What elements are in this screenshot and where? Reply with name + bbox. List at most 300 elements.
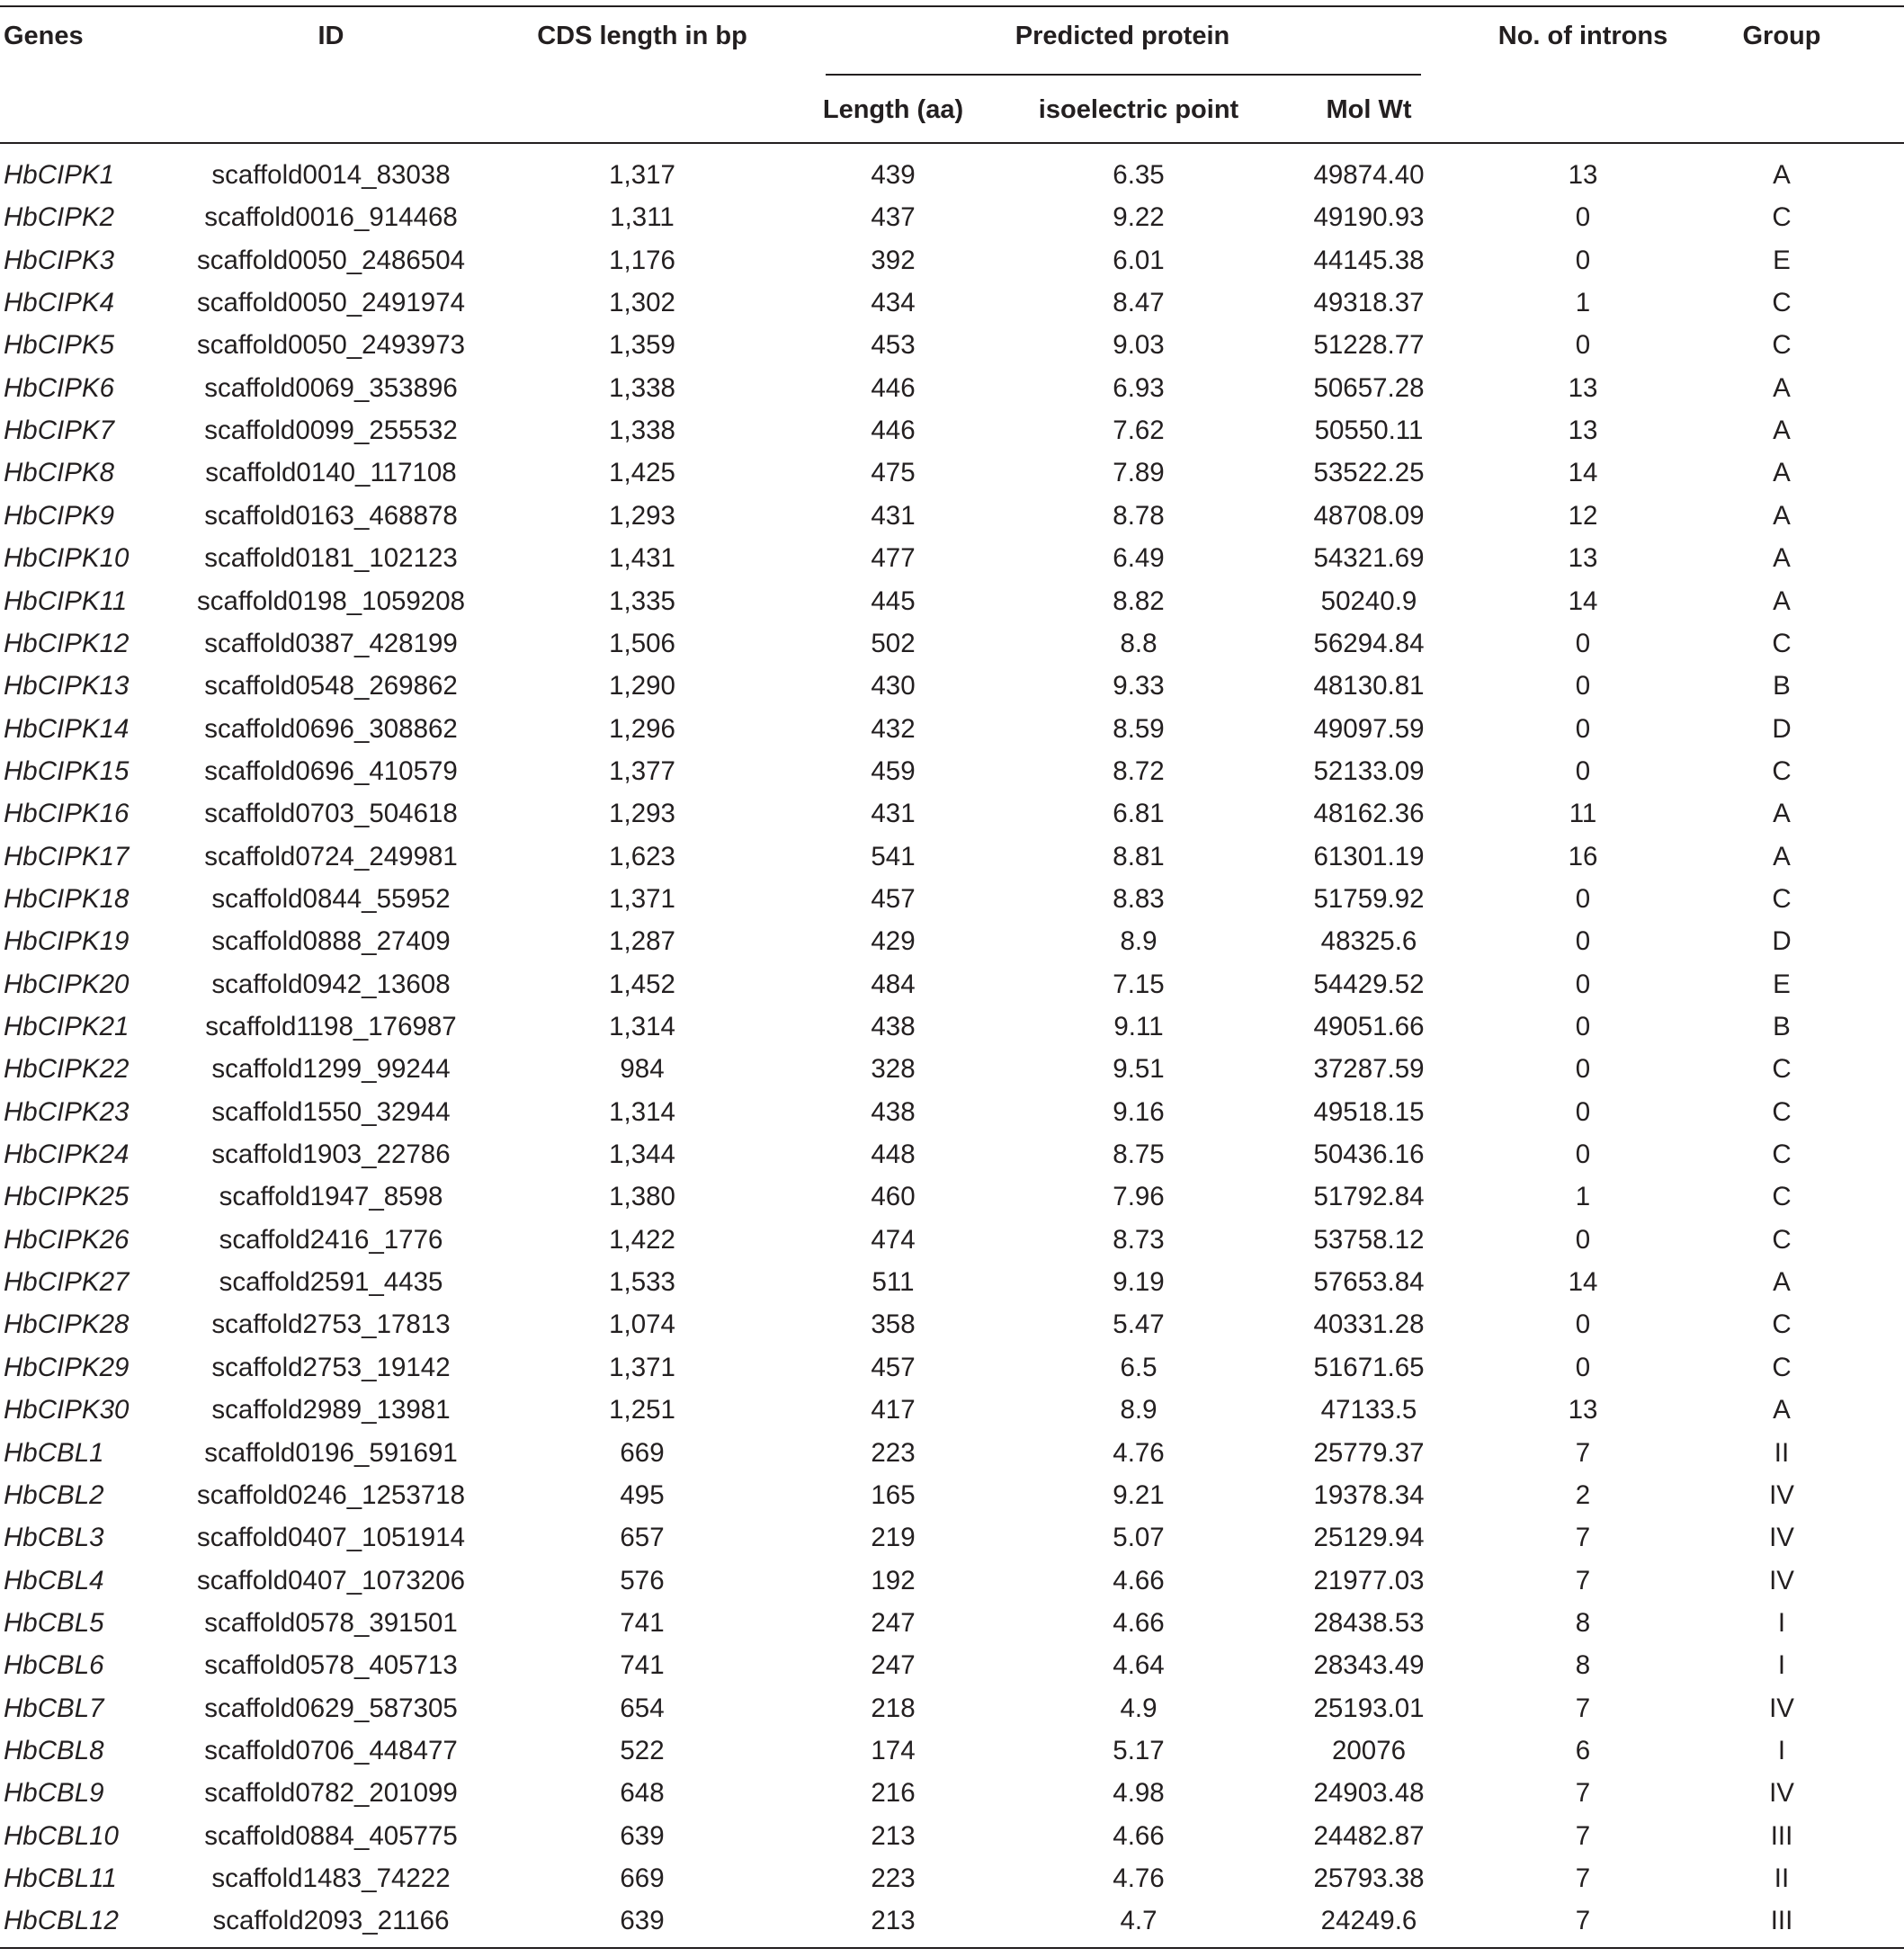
top-rule (0, 5, 1904, 7)
id-cell: scaffold1550_32944 (211, 1096, 451, 1127)
id-cell: scaffold0703_504618 (204, 799, 458, 829)
isoelectric-point-cell: 8.83 (1113, 883, 1165, 914)
isoelectric-point-cell: 8.78 (1113, 500, 1165, 531)
cds-length-cell: 1,290 (609, 671, 675, 701)
table-row (0, 1644, 1904, 1686)
cds-length-cell: 1,311 (610, 202, 675, 233)
header-rule (0, 142, 1904, 144)
isoelectric-point-cell: 9.33 (1113, 671, 1165, 701)
gene-cell: HbCBL4 (4, 1565, 104, 1595)
group-cell: I (1777, 1650, 1786, 1681)
table-row (0, 1559, 1904, 1602)
mol-wt-cell: 51671.65 (1313, 1352, 1425, 1382)
isoelectric-point-cell: 9.11 (1113, 1012, 1164, 1041)
cds-length-cell: 1,506 (609, 628, 675, 658)
table-row (0, 409, 1904, 451)
cds-length-cell: 1,335 (609, 585, 675, 616)
protein-length-cell: 453 (871, 330, 916, 361)
introns-cell: 13 (1568, 1395, 1598, 1425)
group-cell: A (1773, 585, 1791, 616)
id-cell: scaffold2416_1776 (219, 1224, 443, 1255)
id-cell: scaffold0942_13608 (211, 969, 451, 999)
table-row (0, 1261, 1904, 1303)
protein-length-cell: 432 (871, 713, 916, 744)
protein-length-cell: 192 (871, 1565, 916, 1595)
isoelectric-point-cell: 8.81 (1113, 841, 1165, 871)
isoelectric-point-cell: 4.76 (1113, 1863, 1165, 1893)
table-row (0, 1346, 1904, 1389)
table-row (0, 1729, 1904, 1772)
gene-cell: HbCIPK5 (4, 330, 114, 361)
cds-length-cell: 495 (620, 1479, 665, 1510)
mol-wt-cell: 25779.37 (1313, 1437, 1425, 1468)
mol-wt-cell: 24249.6 (1320, 1906, 1417, 1936)
cds-length-cell: 1,359 (609, 330, 675, 361)
introns-cell: 7 (1575, 1863, 1591, 1893)
group-cell: C (1772, 288, 1792, 318)
cds-length-cell: 1,176 (609, 245, 675, 275)
gene-cell: HbCIPK4 (4, 288, 114, 318)
gene-cell: HbCIPK25 (4, 1182, 130, 1212)
cds-length-cell: 1,371 (609, 883, 675, 914)
isoelectric-point-cell: 9.21 (1113, 1479, 1165, 1510)
id-cell: scaffold0696_308862 (204, 713, 458, 744)
table-row (0, 622, 1904, 665)
gene-cell: HbCIPK20 (4, 969, 130, 999)
introns-cell: 13 (1568, 543, 1598, 574)
header-protein-length: Length (aa) (822, 95, 964, 124)
protein-length-cell: 223 (871, 1863, 916, 1893)
cds-length-cell: 1,452 (609, 969, 675, 999)
isoelectric-point-cell: 9.16 (1113, 1096, 1165, 1127)
group-cell: I (1777, 1607, 1786, 1638)
introns-cell: 0 (1575, 671, 1591, 701)
protein-length-cell: 223 (871, 1437, 916, 1468)
gene-cell: HbCIPK24 (4, 1139, 130, 1170)
protein-length-cell: 219 (871, 1523, 916, 1553)
isoelectric-point-cell: 8.59 (1113, 713, 1165, 744)
id-cell: scaffold0629_587305 (204, 1693, 458, 1723)
group-cell: C (1772, 1139, 1792, 1170)
group-cell: A (1773, 1267, 1791, 1298)
header-genes: Genes (4, 22, 84, 50)
mol-wt-cell: 52133.09 (1313, 755, 1425, 786)
group-cell: II (1774, 1863, 1790, 1893)
protein-length-cell: 511 (872, 1267, 915, 1298)
isoelectric-point-cell: 6.5 (1120, 1352, 1158, 1382)
protein-length-cell: 448 (871, 1139, 916, 1170)
cds-length-cell: 639 (620, 1906, 665, 1936)
group-cell: A (1773, 416, 1791, 446)
header-predicted-protein: Predicted protein (1015, 22, 1230, 50)
cds-length-cell: 1,314 (609, 1096, 675, 1127)
isoelectric-point-cell: 4.66 (1113, 1565, 1165, 1595)
group-cell: C (1772, 883, 1792, 914)
table-row (0, 1133, 1904, 1175)
mol-wt-cell: 49097.59 (1313, 713, 1425, 744)
gene-cell: HbCIPK27 (4, 1267, 130, 1298)
gene-cell: HbCBL1 (4, 1437, 104, 1468)
table-row (0, 1815, 1904, 1857)
protein-length-cell: 430 (871, 671, 916, 701)
cds-length-cell: 669 (620, 1863, 665, 1893)
group-cell: IV (1769, 1479, 1794, 1510)
gene-cell: HbCIPK8 (4, 458, 114, 488)
protein-length-cell: 445 (871, 585, 916, 616)
isoelectric-point-cell: 4.64 (1113, 1650, 1165, 1681)
header-mol-wt: Mol Wt (1326, 95, 1412, 124)
gene-cell: HbCIPK23 (4, 1096, 130, 1127)
mol-wt-cell: 40331.28 (1313, 1309, 1425, 1340)
protein-length-cell: 218 (871, 1693, 916, 1723)
cds-length-cell: 648 (620, 1778, 665, 1809)
group-cell: E (1773, 245, 1791, 275)
introns-cell: 7 (1575, 1523, 1591, 1553)
gene-cell: HbCIPK15 (4, 755, 130, 786)
isoelectric-point-cell: 7.96 (1113, 1182, 1165, 1212)
mol-wt-cell: 49874.40 (1313, 160, 1425, 190)
protein-length-cell: 474 (871, 1224, 916, 1255)
table-row (0, 239, 1904, 281)
introns-cell: 8 (1575, 1650, 1591, 1681)
introns-cell: 1 (1575, 288, 1591, 318)
group-cell: A (1773, 500, 1791, 531)
table-row (0, 1857, 1904, 1899)
group-cell: A (1773, 543, 1791, 574)
gene-cell: HbCBL10 (4, 1820, 119, 1851)
gene-cell: HbCBL6 (4, 1650, 104, 1681)
gene-cell: HbCIPK2 (4, 202, 114, 233)
id-cell: scaffold0069_353896 (204, 372, 458, 403)
isoelectric-point-cell: 7.15 (1113, 969, 1165, 999)
isoelectric-point-cell: 5.07 (1113, 1523, 1165, 1553)
mol-wt-cell: 53758.12 (1313, 1224, 1425, 1255)
cds-length-cell: 1,293 (609, 500, 675, 531)
table-row (0, 1516, 1904, 1559)
gene-cell: HbCIPK7 (4, 416, 114, 446)
group-cell: D (1772, 926, 1792, 957)
isoelectric-point-cell: 8.72 (1113, 755, 1165, 786)
protein-length-cell: 431 (871, 799, 916, 829)
protein-length-cell: 541 (871, 841, 916, 871)
mol-wt-cell: 21977.03 (1313, 1565, 1425, 1595)
header-isoelectric-point: isoelectric point (1038, 95, 1239, 124)
mol-wt-cell: 48708.09 (1313, 500, 1425, 531)
id-cell: scaffold0782_201099 (204, 1778, 458, 1809)
table-row (0, 878, 1904, 920)
gene-cell: HbCBL8 (4, 1735, 104, 1765)
mol-wt-cell: 28438.53 (1313, 1607, 1425, 1638)
cds-length-cell: 522 (620, 1735, 665, 1765)
introns-cell: 12 (1568, 500, 1598, 531)
introns-cell: 0 (1575, 883, 1591, 914)
id-cell: scaffold0548_269862 (204, 671, 458, 701)
id-cell: scaffold0387_428199 (204, 628, 458, 658)
gene-cell: HbCIPK12 (4, 628, 130, 658)
table-row (0, 324, 1904, 366)
introns-cell: 0 (1575, 755, 1591, 786)
mol-wt-cell: 19378.34 (1313, 1479, 1425, 1510)
cds-length-cell: 657 (620, 1523, 665, 1553)
mol-wt-cell: 20076 (1331, 1735, 1407, 1765)
mol-wt-cell: 50657.28 (1313, 372, 1425, 403)
gene-cell: HbCIPK11 (4, 585, 128, 616)
isoelectric-point-cell: 8.82 (1113, 585, 1165, 616)
cds-length-cell: 1,293 (609, 799, 675, 829)
group-cell: A (1773, 799, 1791, 829)
cds-length-cell: 1,251 (609, 1395, 675, 1425)
id-cell: scaffold0016_914468 (204, 202, 458, 233)
isoelectric-point-cell: 4.9 (1120, 1693, 1158, 1723)
group-cell: C (1772, 1224, 1792, 1255)
mol-wt-cell: 50240.9 (1320, 585, 1417, 616)
introns-cell: 0 (1575, 245, 1591, 275)
cds-length-cell: 1,314 (609, 1012, 675, 1041)
id-cell: scaffold0246_1253718 (196, 1479, 466, 1510)
id-cell: scaffold0407_1051914 (196, 1523, 466, 1553)
introns-cell: 13 (1568, 416, 1598, 446)
group-cell: IV (1769, 1523, 1794, 1553)
table-row (0, 495, 1904, 537)
table-row (0, 1389, 1904, 1431)
introns-cell: 0 (1575, 330, 1591, 361)
introns-cell: 1 (1575, 1182, 1591, 1212)
gene-cell: HbCBL11 (4, 1863, 117, 1893)
cds-length-cell: 1,344 (609, 1139, 675, 1170)
gene-cell: HbCIPK30 (4, 1395, 130, 1425)
mol-wt-cell: 51228.77 (1313, 330, 1425, 361)
table-row (0, 1091, 1904, 1133)
cds-length-cell: 1,377 (609, 755, 675, 786)
table-row (0, 281, 1904, 324)
table-row (0, 708, 1904, 750)
mol-wt-cell: 44145.38 (1313, 245, 1425, 275)
mol-wt-cell: 50436.16 (1313, 1139, 1425, 1170)
isoelectric-point-cell: 8.9 (1120, 1395, 1158, 1425)
table-row (0, 1303, 1904, 1345)
isoelectric-point-cell: 7.62 (1113, 416, 1165, 446)
introns-cell: 0 (1575, 926, 1591, 957)
introns-cell: 13 (1568, 160, 1598, 190)
id-cell: scaffold2753_17813 (211, 1309, 451, 1340)
cds-length-cell: 1,431 (609, 543, 675, 574)
table-row (0, 537, 1904, 579)
id-cell: scaffold0050_2491974 (196, 288, 466, 318)
protein-length-cell: 358 (871, 1309, 916, 1340)
mol-wt-cell: 49518.15 (1313, 1096, 1425, 1127)
protein-length-cell: 475 (871, 458, 916, 488)
mol-wt-cell: 48130.81 (1313, 671, 1425, 701)
protein-length-cell: 459 (871, 755, 916, 786)
id-cell: scaffold0050_2493973 (196, 330, 466, 361)
protein-length-cell: 437 (871, 202, 916, 233)
group-cell: C (1772, 1182, 1792, 1212)
id-cell: scaffold0724_249981 (204, 841, 458, 871)
id-cell: scaffold2989_13981 (211, 1395, 451, 1425)
isoelectric-point-cell: 6.49 (1113, 543, 1165, 574)
id-cell: scaffold0888_27409 (211, 926, 451, 957)
id-cell: scaffold0014_83038 (211, 160, 451, 190)
id-cell: scaffold2753_19142 (211, 1352, 451, 1382)
protein-length-cell: 446 (871, 416, 916, 446)
header-id: ID (317, 22, 344, 50)
table-row (0, 196, 1904, 238)
group-cell: III (1770, 1820, 1793, 1851)
id-cell: scaffold1198_176987 (205, 1012, 457, 1041)
mol-wt-cell: 49190.93 (1313, 202, 1425, 233)
mol-wt-cell: 24903.48 (1313, 1778, 1425, 1809)
protein-length-cell: 457 (871, 883, 916, 914)
introns-cell: 0 (1575, 628, 1591, 658)
isoelectric-point-cell: 4.66 (1113, 1607, 1165, 1638)
gene-cell: HbCIPK1 (4, 160, 114, 190)
protein-length-cell: 247 (871, 1607, 916, 1638)
mol-wt-cell: 25193.01 (1313, 1693, 1425, 1723)
introns-cell: 16 (1568, 841, 1598, 871)
group-cell: E (1773, 969, 1791, 999)
id-cell: scaffold0181_102123 (204, 543, 458, 574)
gene-cell: HbCIPK19 (4, 926, 130, 957)
id-cell: scaffold0578_391501 (204, 1607, 458, 1638)
mol-wt-cell: 53522.25 (1313, 458, 1425, 488)
introns-cell: 0 (1575, 1139, 1591, 1170)
table-row (0, 963, 1904, 1005)
introns-cell: 0 (1575, 1224, 1591, 1255)
gene-cell: HbCIPK6 (4, 372, 114, 403)
group-cell: C (1772, 1309, 1792, 1340)
introns-cell: 0 (1575, 969, 1591, 999)
introns-cell: 7 (1575, 1693, 1591, 1723)
mol-wt-cell: 25793.38 (1313, 1863, 1425, 1893)
group-cell: A (1773, 458, 1791, 488)
cds-length-cell: 1,338 (609, 372, 675, 403)
gene-cell: HbCIPK14 (4, 713, 130, 744)
gene-cell: HbCBL12 (4, 1906, 119, 1936)
group-cell: IV (1769, 1565, 1794, 1595)
protein-length-cell: 213 (871, 1820, 916, 1851)
id-cell: scaffold0140_117108 (205, 458, 457, 488)
protein-length-cell: 457 (871, 1352, 916, 1382)
header-cds-length: CDS length in bp (537, 22, 747, 50)
cds-length-cell: 1,287 (609, 926, 675, 957)
introns-cell: 7 (1575, 1565, 1591, 1595)
cds-length-cell: 576 (620, 1565, 665, 1595)
mol-wt-cell: 50550.11 (1314, 416, 1424, 446)
mol-wt-cell: 48162.36 (1313, 799, 1425, 829)
introns-cell: 0 (1575, 1352, 1591, 1382)
isoelectric-point-cell: 9.03 (1113, 330, 1165, 361)
predicted-protein-rule (826, 74, 1421, 76)
group-cell: III (1770, 1906, 1793, 1936)
group-cell: A (1773, 160, 1791, 190)
id-cell: scaffold1903_22786 (211, 1139, 451, 1170)
introns-cell: 14 (1568, 1267, 1598, 1298)
id-cell: scaffold0407_1073206 (196, 1565, 466, 1595)
cds-length-cell: 741 (620, 1607, 665, 1638)
table-row (0, 367, 1904, 409)
cds-length-cell: 1,317 (609, 160, 675, 190)
protein-length-cell: 446 (871, 372, 916, 403)
protein-length-cell: 392 (871, 245, 916, 275)
protein-length-cell: 484 (871, 969, 916, 999)
id-cell: scaffold1299_99244 (211, 1054, 451, 1085)
id-cell: scaffold1483_74222 (211, 1863, 451, 1893)
gene-cell: HbCBL9 (4, 1778, 104, 1809)
cds-length-cell: 1,425 (609, 458, 675, 488)
group-cell: IV (1769, 1778, 1794, 1809)
table-row (0, 154, 1904, 196)
protein-length-cell: 174 (871, 1735, 916, 1765)
protein-length-cell: 247 (871, 1650, 916, 1681)
introns-cell: 0 (1575, 1012, 1591, 1041)
introns-cell: 14 (1568, 458, 1598, 488)
cds-length-cell: 1,380 (609, 1182, 675, 1212)
cds-length-cell: 639 (620, 1820, 665, 1851)
introns-cell: 11 (1569, 799, 1597, 829)
gene-cell: HbCIPK16 (4, 799, 130, 829)
gene-cell: HbCIPK18 (4, 883, 130, 914)
table-row (0, 1899, 1904, 1942)
table-row (0, 665, 1904, 707)
gene-cell: HbCIPK3 (4, 245, 114, 275)
gene-cell: HbCBL2 (4, 1479, 104, 1510)
isoelectric-point-cell: 9.22 (1113, 202, 1165, 233)
isoelectric-point-cell: 8.47 (1113, 288, 1165, 318)
protein-length-cell: 502 (871, 628, 916, 658)
mol-wt-cell: 56294.84 (1313, 628, 1425, 658)
group-cell: C (1772, 330, 1792, 361)
protein-length-cell: 213 (871, 1906, 916, 1936)
isoelectric-point-cell: 9.51 (1113, 1054, 1165, 1085)
cds-length-cell: 1,533 (609, 1267, 675, 1298)
protein-length-cell: 417 (871, 1395, 916, 1425)
group-cell: IV (1769, 1693, 1794, 1723)
cds-length-cell: 984 (620, 1054, 665, 1085)
cds-length-cell: 654 (620, 1693, 665, 1723)
isoelectric-point-cell: 8.8 (1120, 628, 1158, 658)
isoelectric-point-cell: 9.19 (1113, 1267, 1165, 1298)
id-cell: scaffold2591_4435 (219, 1267, 443, 1298)
mol-wt-cell: 49318.37 (1313, 288, 1425, 318)
introns-cell: 0 (1575, 713, 1591, 744)
protein-length-cell: 165 (871, 1479, 916, 1510)
gene-cell: HbCIPK22 (4, 1054, 130, 1085)
table-row (0, 1219, 1904, 1261)
introns-cell: 0 (1575, 1096, 1591, 1127)
table-row (0, 1432, 1904, 1474)
mol-wt-cell: 57653.84 (1313, 1267, 1425, 1298)
mol-wt-cell: 24482.87 (1313, 1820, 1425, 1851)
id-cell: scaffold0050_2486504 (196, 245, 466, 275)
id-cell: scaffold0099_255532 (204, 416, 458, 446)
table-row (0, 750, 1904, 792)
protein-length-cell: 216 (871, 1778, 916, 1809)
gene-cell: HbCIPK29 (4, 1352, 130, 1382)
table-row (0, 1048, 1904, 1090)
id-cell: scaffold0196_591691 (204, 1437, 458, 1468)
isoelectric-point-cell: 5.47 (1113, 1309, 1165, 1340)
protein-length-cell: 431 (871, 500, 916, 531)
isoelectric-point-cell: 7.89 (1113, 458, 1165, 488)
protein-length-cell: 477 (871, 543, 916, 574)
cds-length-cell: 1,371 (609, 1352, 675, 1382)
cds-length-cell: 669 (620, 1437, 665, 1468)
isoelectric-point-cell: 6.35 (1113, 160, 1165, 190)
introns-cell: 2 (1575, 1479, 1591, 1510)
introns-cell: 7 (1575, 1437, 1591, 1468)
header-group: Group (1742, 22, 1821, 50)
group-cell: D (1772, 713, 1792, 744)
